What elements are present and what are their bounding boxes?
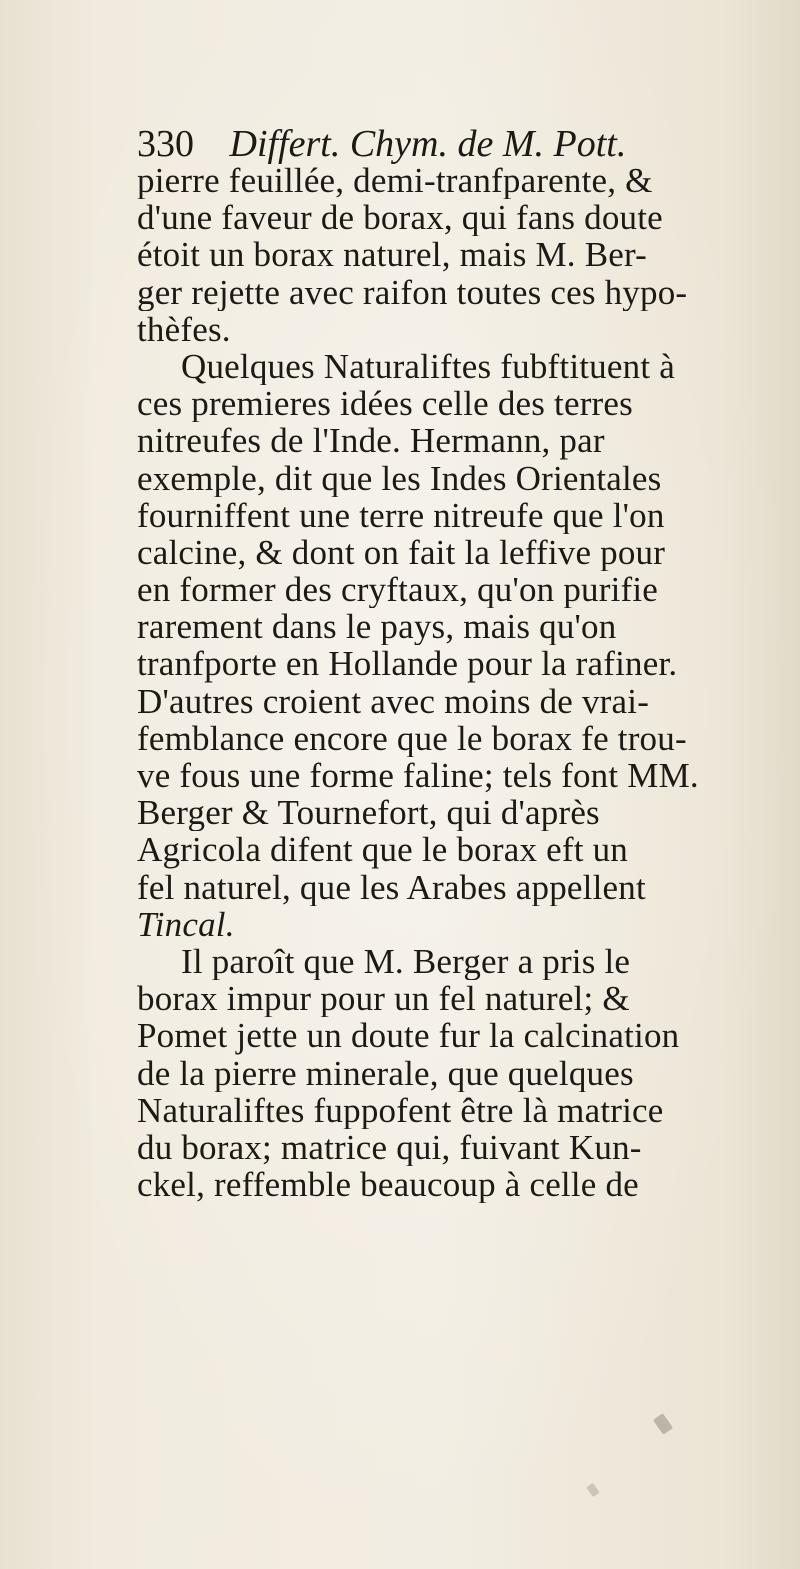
text-line: thèfes. (137, 310, 231, 348)
text-line: ve fous une forme faline; tels font MM. (137, 757, 699, 795)
text-line-italic: Tincal. (137, 905, 235, 943)
text-line: borax impur pour un fel naturel; & (137, 980, 630, 1018)
body-text (137, 162, 787, 1203)
text-line: Pomet jette un doute fur la calcination (137, 1017, 680, 1055)
text-line: Agricola difent que le borax eft un (137, 831, 628, 869)
text-line: fel naturel, que les Arabes appellent (137, 868, 646, 906)
text-line: rarement dans le pays, mais qu'on (137, 608, 617, 646)
text-line: de la pierre minerale, que quelques (137, 1054, 634, 1092)
text-line: Naturaliftes fuppofent être là matrice (137, 1091, 664, 1129)
text-line: étoit un borax naturel, mais M. Ber- (137, 236, 647, 274)
page-number: 330 (137, 123, 194, 165)
text-line: Berger & Tournefort, qui d'après (137, 794, 600, 832)
text-line: fourniffent une terre nitreufe que l'on (137, 496, 665, 534)
text-line: tranfporte en Hollande pour la rafiner. (137, 645, 678, 683)
text-line: femblance encore que le borax fe trou- (137, 719, 687, 757)
paragraph-start-line: Il paroît que M. Berger a pris le (181, 942, 631, 981)
text-line: en former des cryftaux, qu'on purifie (137, 571, 659, 609)
ink-smudge-mark (586, 1483, 599, 1497)
text-line: du borax; matrice qui, fuivant Kun- (137, 1128, 642, 1167)
text-line: calcine, & dont on fait la leffive pour (137, 533, 666, 572)
text-line: nitreufes de l'Inde. Hermann, par (137, 422, 605, 460)
text-line: ger rejette avec raifon toutes ces hypo- (137, 273, 688, 311)
text-line: pierre feuillée, demi-tranfparente, & (137, 162, 653, 200)
text-line: ces premieres idées celle des terres (137, 385, 633, 423)
text-line: d'une faveur de borax, qui fans doute (137, 199, 663, 237)
running-title: Differt. Chym. de M. Pott. (229, 123, 627, 165)
paragraph-start-line: Quelques Naturaliftes fubftituent à (181, 347, 675, 386)
text-line: D'autres croient avec moins de vrai- (137, 682, 650, 720)
text-line: ckel, reffemble beaucoup à celle de (137, 1166, 639, 1204)
text-line: exemple, dit que les Indes Orientales (137, 459, 662, 497)
ink-smudge-mark (653, 1413, 673, 1435)
